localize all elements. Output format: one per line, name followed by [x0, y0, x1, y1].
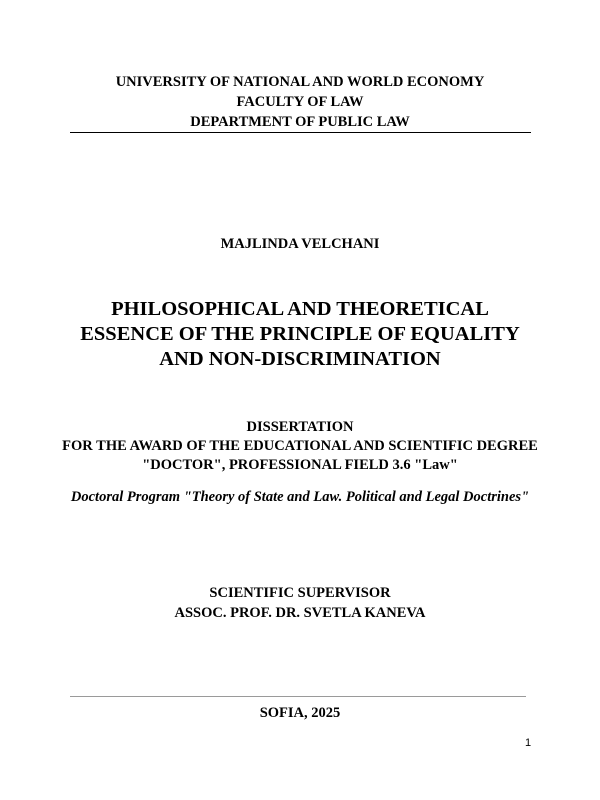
institution-header [0, 72, 600, 132]
dissertation-title [0, 297, 600, 372]
place-and-year: SOFIA, 2025 [259, 705, 341, 721]
title-line-3: AND NON-DISCRIMINATION [159, 348, 441, 370]
page-number: 1 [524, 737, 532, 749]
footer-divider [70, 696, 526, 697]
title-line-1: PHILOSOPHICAL AND THEORETICAL [111, 298, 489, 320]
faculty-name: FACULTY OF LAW [236, 94, 364, 110]
header-divider [70, 132, 531, 133]
degree-statement [0, 418, 600, 475]
dissertation-label: DISSERTATION [246, 419, 354, 435]
professional-field-line: "DOCTOR", PROFESSIONAL FIELD 3.6 "Law" [142, 457, 458, 473]
author-name: MAJLINDA VELCHANI [220, 236, 380, 252]
degree-line: FOR THE AWARD OF THE EDUCATIONAL AND SCIENTIFIC DEGREE [62, 438, 538, 454]
supervisor-name: ASSOC. PROF. DR. SVETLA KANEVA [174, 605, 426, 621]
doctoral-program: Doctoral Program "Theory of State and Law. Political and Legal Doctrines" [70, 489, 530, 505]
supervisor-block [0, 583, 600, 623]
supervisor-role: SCIENTIFIC SUPERVISOR [209, 585, 391, 601]
title-line-2: ESSENCE OF THE PRINCIPLE OF EQUALITY [80, 323, 520, 345]
university-name: UNIVERSITY OF NATIONAL AND WORLD ECONOMY [115, 74, 485, 90]
department-name: DEPARTMENT OF PUBLIC LAW [190, 114, 410, 130]
